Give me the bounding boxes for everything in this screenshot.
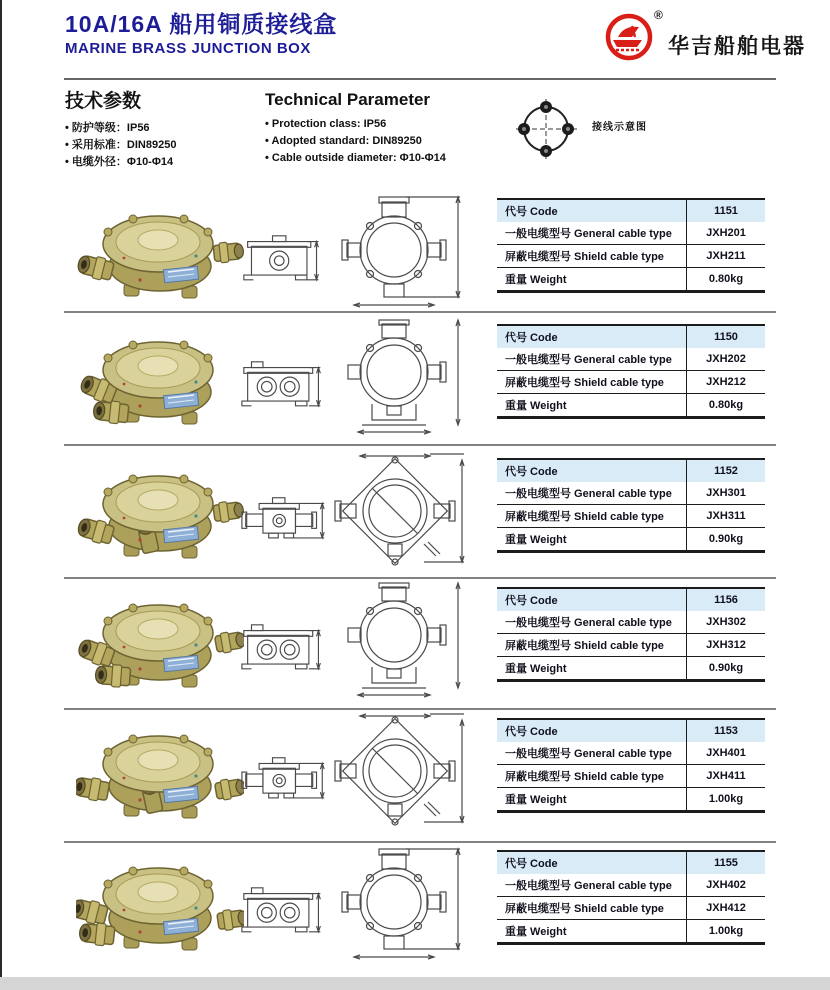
weight-label: 重量 Weight: [505, 274, 567, 286]
row-divider: [64, 311, 776, 313]
spec-table: [497, 324, 765, 419]
ship-logo-icon: [604, 12, 654, 62]
product-photo: [76, 581, 244, 699]
page-title-zh: 10A/16A 船用铜质接线盒: [65, 11, 338, 37]
code-label: 代号 Code: [497, 851, 687, 874]
shield-cable-label: 屏蔽电缆型号 Shield cable type: [497, 371, 687, 394]
tech-params-zh: [65, 86, 255, 171]
product-row: [0, 316, 830, 440]
weight-label: 重量 Weight: [505, 794, 567, 806]
general-cable-value: JXH402: [687, 874, 766, 897]
diagram-caption: 接线示意图: [592, 122, 647, 133]
spec-table: [497, 198, 765, 293]
spec-table: [497, 718, 765, 813]
weight-label: 重量 Weight: [505, 663, 567, 675]
shield-cable-label: 屏蔽电缆型号 Shield cable type: [497, 505, 687, 528]
shield-cable-label: 屏蔽电缆型号 Shield cable type: [497, 897, 687, 920]
code-label: 代号 Code: [497, 325, 687, 348]
spec-table: [497, 850, 765, 945]
weight-value: 0.90kg: [687, 657, 766, 681]
registered-trademark-symbol: ®: [654, 8, 663, 22]
side-view-drawing: [240, 328, 328, 432]
tech-item: • 采用标准：DIN89250: [65, 137, 255, 154]
side-view-drawing: [240, 202, 328, 306]
code-label: 代号 Code: [497, 719, 687, 742]
code-value: 1152: [687, 459, 766, 482]
general-cable-value: JXH201: [687, 222, 766, 245]
product-row: [0, 190, 830, 314]
tech-item: • 电缆外径：Φ10-Φ14: [65, 154, 255, 171]
tech-item: • Adopted standard: DIN89250: [265, 133, 495, 150]
shield-cable-value: JXH211: [687, 245, 766, 268]
mounting-holes-diagram-icon: [514, 96, 582, 162]
spec-table: [497, 458, 765, 553]
weight-value: 1.00kg: [687, 920, 766, 944]
brand-name: 华吉船舶电器: [668, 35, 806, 58]
brand-block: [596, 6, 826, 68]
product-photo: [76, 712, 244, 830]
header-divider: [64, 78, 776, 80]
weight-label: 重量 Weight: [505, 534, 567, 546]
shield-cable-value: JXH312: [687, 634, 766, 657]
scan-edge-artifact: [0, 977, 830, 990]
general-cable-label: 一般电缆型号 General cable type: [497, 742, 687, 765]
shield-cable-label: 屏蔽电缆型号 Shield cable type: [497, 245, 687, 268]
product-row: [0, 579, 830, 703]
product-photo: [76, 192, 244, 310]
code-value: 1155: [687, 851, 766, 874]
weight-value: 1.00kg: [687, 788, 766, 812]
page-header: [65, 10, 337, 58]
shield-cable-value: JXH311: [687, 505, 766, 528]
weight-value: 0.80kg: [687, 394, 766, 418]
general-cable-value: JXH302: [687, 611, 766, 634]
product-row: [0, 450, 830, 574]
code-value: 1150: [687, 325, 766, 348]
row-divider: [64, 708, 776, 710]
general-cable-value: JXH301: [687, 482, 766, 505]
product-row: [0, 710, 830, 834]
shield-cable-value: JXH411: [687, 765, 766, 788]
tech-item: • Protection class: IP56: [265, 116, 495, 133]
general-cable-label: 一般电缆型号 General cable type: [497, 482, 687, 505]
shield-cable-value: JXH412: [687, 897, 766, 920]
weight-label: 重量 Weight: [505, 926, 567, 938]
tech-heading-zh: 技术参数: [65, 91, 142, 112]
weight-label: 重量 Weight: [505, 400, 567, 412]
dimension-drawing: [330, 840, 470, 966]
weight-value: 0.90kg: [687, 528, 766, 552]
row-divider: [64, 444, 776, 446]
side-view-drawing: [240, 462, 328, 566]
shield-cable-label: 屏蔽电缆型号 Shield cable type: [497, 765, 687, 788]
tech-item: • Cable outside diameter: Φ10-Φ14: [265, 150, 495, 167]
row-divider: [64, 841, 776, 843]
product-photo: [76, 452, 244, 570]
general-cable-label: 一般电缆型号 General cable type: [497, 874, 687, 897]
page-title-en: MARINE BRASS JUNCTION BOX: [65, 40, 311, 57]
dimension-drawing: [330, 314, 470, 440]
product-photo: [76, 844, 244, 962]
general-cable-value: JXH202: [687, 348, 766, 371]
dimension-drawing: [330, 448, 470, 574]
general-cable-label: 一般电缆型号 General cable type: [497, 611, 687, 634]
tech-item: • 防护等级：IP56: [65, 120, 255, 137]
side-view-drawing: [240, 591, 328, 695]
code-value: 1156: [687, 588, 766, 611]
general-cable-label: 一般电缆型号 General cable type: [497, 348, 687, 371]
code-label: 代号 Code: [497, 459, 687, 482]
general-cable-label: 一般电缆型号 General cable type: [497, 222, 687, 245]
tech-heading-en: Technical Parameter: [265, 90, 431, 109]
tech-params-en: [265, 90, 495, 167]
code-label: 代号 Code: [497, 588, 687, 611]
product-photo: [76, 318, 244, 436]
weight-value: 0.80kg: [687, 268, 766, 292]
shield-cable-label: 屏蔽电缆型号 Shield cable type: [497, 634, 687, 657]
product-row: [0, 842, 830, 966]
dimension-drawing: [330, 577, 470, 703]
code-value: 1153: [687, 719, 766, 742]
side-view-drawing: [240, 722, 328, 826]
side-view-drawing: [240, 854, 328, 958]
row-divider: [64, 577, 776, 579]
spec-table: [497, 587, 765, 682]
dimension-drawing: [330, 708, 470, 834]
code-value: 1151: [687, 199, 766, 222]
code-label: 代号 Code: [497, 199, 687, 222]
shield-cable-value: JXH212: [687, 371, 766, 394]
general-cable-value: JXH401: [687, 742, 766, 765]
dimension-drawing: [330, 188, 470, 314]
